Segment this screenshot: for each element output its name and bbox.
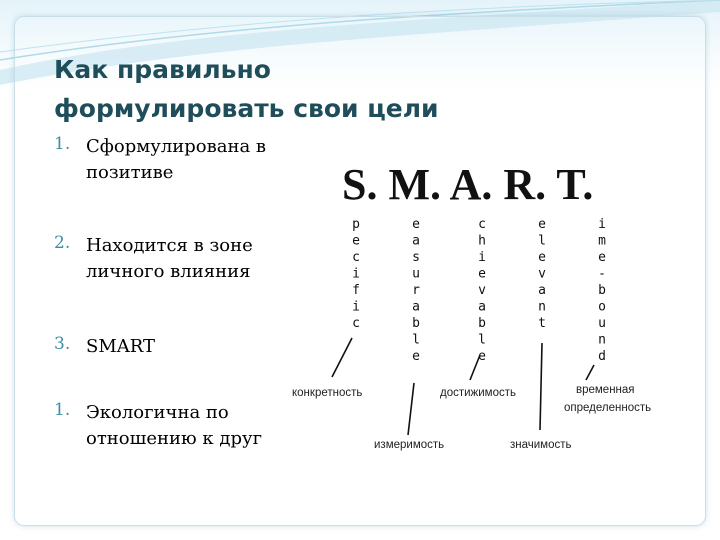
smart-letter: d: [598, 349, 606, 364]
smart-letter: v: [538, 266, 546, 282]
connector-measurable: [408, 383, 414, 435]
list-item-text: Экологична по отношению к друг: [86, 402, 263, 449]
label-timebound-1: временная: [576, 384, 635, 396]
smart-letter: m: [598, 233, 606, 249]
smart-letter: -: [598, 266, 606, 282]
smart-letter: e: [538, 250, 546, 265]
smart-letter: e: [478, 349, 486, 364]
smart-letter: l: [412, 332, 420, 348]
smart-letter: c: [352, 250, 360, 265]
smart-letter: i: [478, 250, 486, 265]
smart-letter: c: [478, 217, 486, 232]
smart-letter: b: [412, 316, 420, 331]
smart-letter: r: [412, 283, 420, 298]
list-item-number: 1.: [54, 400, 71, 420]
smart-letter: i: [352, 299, 360, 315]
smart-columns: [352, 217, 606, 364]
smart-letter: p: [352, 217, 360, 232]
smart-letter: i: [352, 266, 360, 282]
smart-letter: e: [352, 233, 360, 249]
smart-diagram: [284, 155, 684, 465]
connector-specific: [332, 338, 352, 377]
smart-letter: e: [478, 266, 486, 282]
list-item-text: Находится в зоне личного влияния: [86, 235, 253, 282]
smart-letter: b: [598, 283, 606, 298]
smart-letter: h: [478, 233, 486, 249]
label-measurable: измеримость: [374, 439, 445, 451]
smart-letter: a: [478, 299, 486, 315]
label-timebound-2: определенность: [564, 402, 652, 414]
smart-letter: a: [412, 299, 420, 315]
slide-title: [54, 50, 514, 128]
label-specific: конкретность: [292, 387, 363, 399]
smart-labels: [292, 384, 651, 451]
smart-heading: S. M. A. R. T.: [342, 160, 594, 209]
smart-letter: l: [478, 332, 486, 348]
smart-letter: l: [538, 233, 546, 249]
label-achievable: достижимость: [440, 387, 516, 399]
smart-letter: i: [598, 217, 606, 232]
smart-letter: e: [538, 217, 546, 232]
smart-letter: b: [478, 316, 486, 331]
smart-letter: t: [538, 316, 546, 331]
list-item-number: 1.: [54, 134, 71, 154]
smart-letter: a: [412, 233, 420, 249]
list-item-text: SMART: [86, 336, 156, 357]
connector-achievable: [470, 355, 480, 380]
smart-letter: e: [412, 349, 420, 364]
smart-letter: o: [598, 299, 606, 315]
slide-title-text: Как правильно формулировать свои цели: [54, 55, 439, 123]
list-item-number: 3.: [54, 334, 71, 354]
smart-letter: a: [538, 283, 546, 298]
smart-letter: n: [598, 332, 606, 348]
list-item-text: Сформулирована в позитиве: [86, 136, 267, 183]
smart-letter: u: [412, 266, 420, 282]
smart-letter: v: [478, 283, 486, 298]
smart-letter: s: [412, 250, 420, 265]
smart-letter: e: [412, 217, 420, 232]
list-item-number: 2.: [54, 233, 71, 253]
label-relevant: значимость: [510, 439, 572, 451]
connector-timebound: [586, 365, 594, 380]
smart-letter: f: [352, 283, 360, 298]
smart-diagram-svg: [284, 155, 684, 465]
smart-letter: u: [598, 316, 606, 331]
smart-letter: n: [538, 299, 546, 315]
connector-relevant: [540, 343, 542, 430]
smart-letter: c: [352, 316, 360, 331]
smart-letter: e: [598, 250, 606, 265]
